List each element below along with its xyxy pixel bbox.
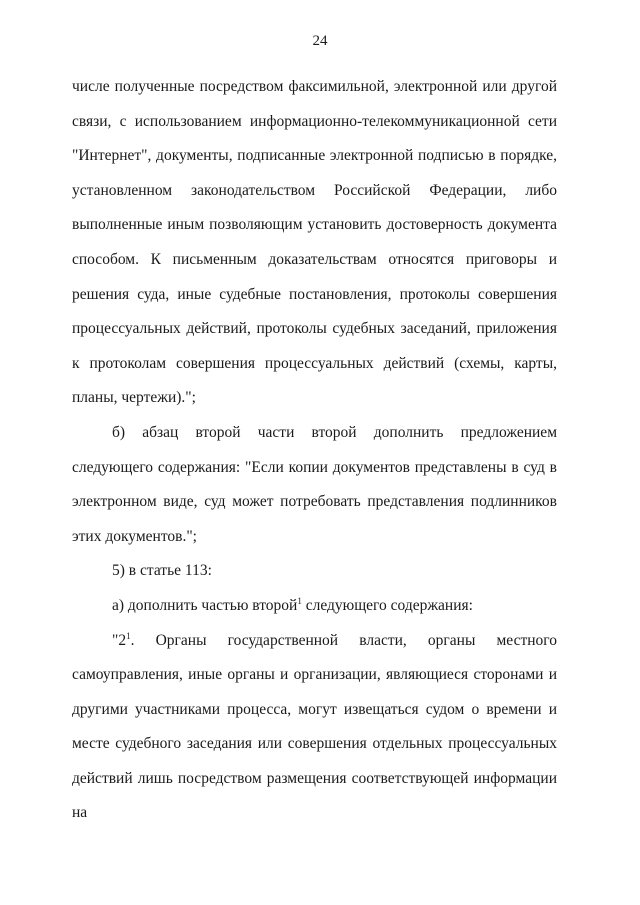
paragraph-item-5: 5) в статье 113: (112, 562, 212, 580)
superscript-marker: 1 (126, 630, 131, 641)
paragraph-part-2-1-text: . Органы государственной власти, органы местного самоуправления, иные органы и организации, являющиеся сторонами и другими участниками процесса, могут извещаться судом о времени и месте судебного заседания или совершения отдельных процессуальных действий лишь посредством размещения соответствующей информации на (72, 631, 557, 822)
paragraph-part-2-1 (72, 624, 557, 832)
page-number: 24 (312, 33, 328, 49)
superscript-marker: 1 (297, 595, 302, 606)
document-body (72, 70, 557, 831)
paragraph-subitem-a-tail: следующего содержания: (301, 596, 473, 614)
paragraph-subitem-a-text: а) дополнить частью второй (112, 596, 298, 614)
paragraph-part-2-1-number: "2 (112, 631, 127, 649)
paragraph-continuation: числе полученные посредством факсимильной, электронной или другой связи, с использованием информационно-телекоммуникационной сети "Интернет", документы, подписанные электронной подписью в порядке, установленном законодательством Российской Федерации, либо выполненные иным позволяющим установить достоверность документа способом. К письменным доказательствам относятся приговоры и решения суда, иные судебные постановления, протоколы совершения процессуальных действий, протоколы судебных заседаний, приложения к протоколам совершения процессуальных действий (схемы, карты, планы, чертежи)."; (72, 78, 557, 407)
paragraph-subitem-a (72, 589, 557, 624)
paragraph-subitem-b: б) абзац второй части второй дополнить предложением следующего содержания: "Если копии документов представлены в суд в электронном виде, суд может потребовать представления подлинников этих документов."; (72, 423, 557, 545)
